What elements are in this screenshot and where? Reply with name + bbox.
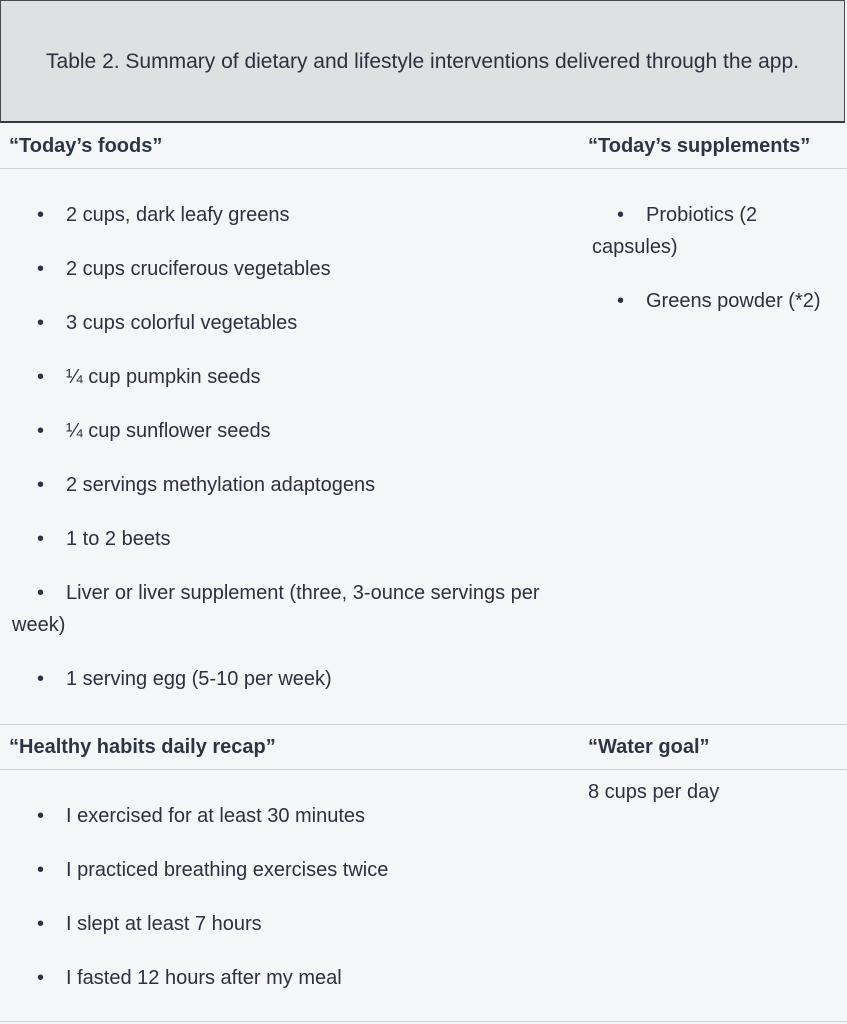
list-item: • 2 servings methylation adaptogens (12, 469, 572, 501)
bullet-icon: • (37, 366, 45, 388)
bullet-icon: • (37, 528, 45, 550)
bullet-icon: • (617, 204, 625, 226)
habits-header: “Healthy habits daily recap” (9, 736, 276, 758)
list-item: • 1 serving egg (5-10 per week) (12, 663, 572, 695)
bullet-icon: • (37, 913, 45, 935)
list-item: • 2 cups, dark leafy greens (12, 199, 572, 231)
foods-list (12, 199, 572, 717)
list-item: • ¼ cup pumpkin seeds (12, 361, 572, 393)
bullet-icon: • (37, 967, 45, 989)
habits-list (12, 800, 572, 1016)
supplements-list (592, 199, 847, 339)
divider (0, 168, 847, 169)
bullet-icon: • (617, 290, 625, 312)
bullet-icon: • (37, 582, 45, 604)
water-header: “Water goal” (588, 736, 710, 758)
supplements-header: “Today’s supplements” (588, 135, 811, 157)
bullet-icon: • (37, 204, 45, 226)
foods-header: “Today’s foods” (9, 135, 163, 157)
table-caption (0, 0, 845, 123)
list-item: • ¼ cup sunflower seeds (12, 415, 572, 447)
list-item: • Greens powder (*2) (592, 285, 847, 317)
caption-text: Table 2. Summary of dietary and lifestyle interventions delivered through the app. (46, 49, 799, 73)
bullet-icon: • (37, 474, 45, 496)
bullet-icon: • (37, 668, 45, 690)
list-item: • 3 cups colorful vegetables (12, 307, 572, 339)
list-item: • I fasted 12 hours after my meal (12, 962, 572, 994)
bullet-icon: • (37, 312, 45, 334)
bullet-icon: • (37, 859, 45, 881)
divider (0, 724, 847, 725)
list-item: • I slept at least 7 hours (12, 908, 572, 940)
list-item: • I exercised for at least 30 minutes (12, 800, 572, 832)
list-item: • Probiotics (2 capsules) (592, 199, 847, 263)
list-item: • 2 cups cruciferous vegetables (12, 253, 572, 285)
divider (0, 1021, 847, 1022)
bullet-icon: • (37, 420, 45, 442)
list-item: • Liver or liver supplement (three, 3-ounce servings per week) (0, 577, 572, 641)
bullet-icon: • (37, 258, 45, 280)
divider (0, 769, 847, 770)
list-item: • 1 to 2 beets (12, 523, 572, 555)
water-goal-value: 8 cups per day (588, 781, 720, 803)
list-item: • I practiced breathing exercises twice (12, 854, 572, 886)
bullet-icon: • (37, 805, 45, 827)
